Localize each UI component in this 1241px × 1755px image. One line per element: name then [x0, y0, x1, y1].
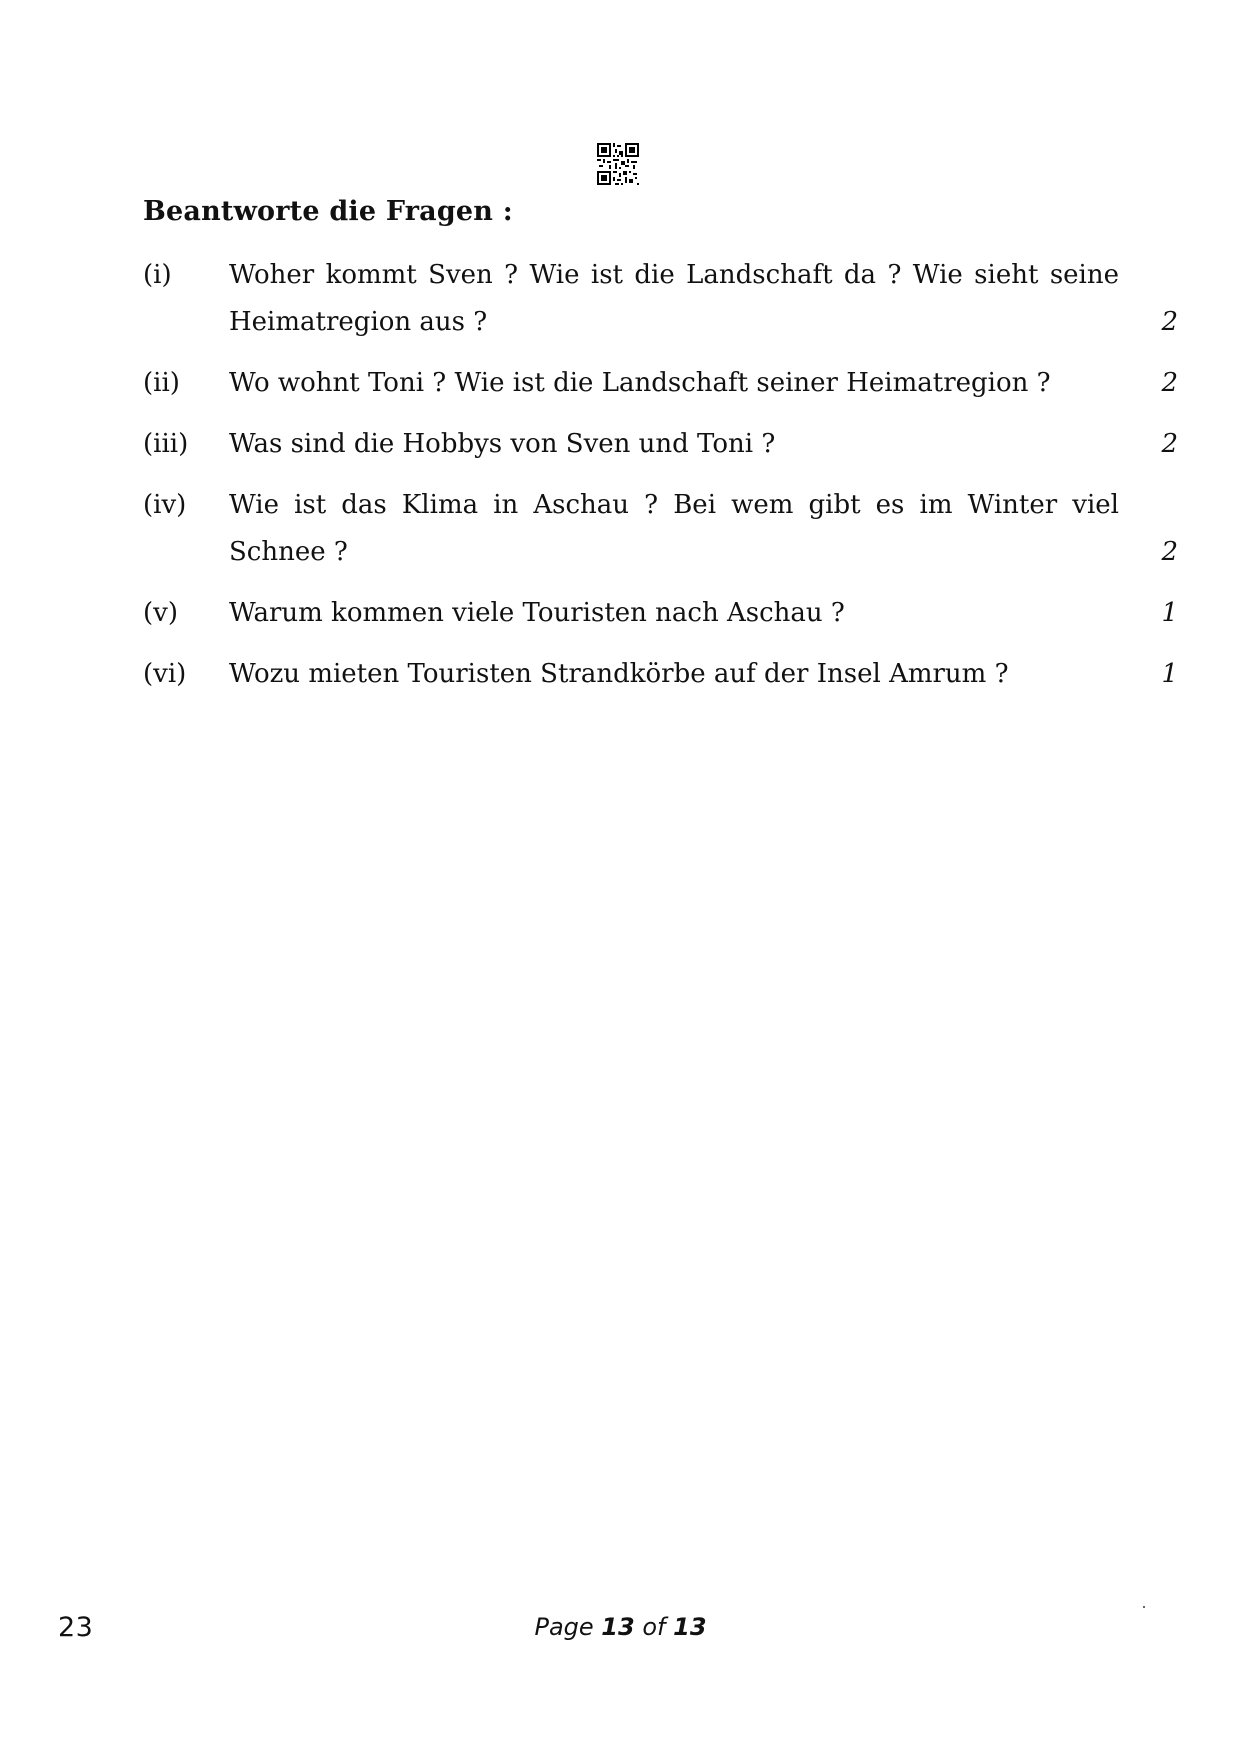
question-text: Wie ist das Klima in Aschau ? Bei wem gibt es im Winter viel Schnee ? [229, 490, 1119, 567]
scan-dot [1143, 1606, 1145, 1608]
question-marks: 1 [1161, 659, 1178, 689]
question-marks: 1 [1161, 598, 1178, 628]
paper-code: 23 [58, 1612, 94, 1643]
page-word: Page [534, 1613, 594, 1641]
question-number: (ii) [143, 368, 180, 398]
question-number: (i) [143, 260, 172, 290]
question-number: (v) [143, 598, 178, 628]
question-item [143, 421, 1178, 468]
question-marks: 2 [1161, 307, 1178, 337]
question-item [143, 651, 1178, 698]
page-indicator [0, 1613, 1241, 1641]
question-item [143, 252, 1178, 346]
question-text: Wo wohnt Toni ? Wie ist die Landschaft seiner Heimatregion ? [229, 368, 1051, 398]
page-total: 13 [673, 1613, 707, 1641]
question-marks: 2 [1161, 368, 1178, 398]
question-marks: 2 [1161, 537, 1178, 567]
question-text: Was sind die Hobbys von Sven und Toni ? [229, 429, 776, 459]
page-of: of [642, 1613, 666, 1641]
section-heading: Beantworte die Fragen : [143, 196, 513, 227]
question-text: Warum kommen viele Touristen nach Aschau ? [229, 598, 845, 628]
qr-code-icon [597, 143, 639, 185]
question-text: Wozu mieten Touristen Strandkörbe auf der Insel Amrum ? [229, 659, 1009, 689]
question-number: (iv) [143, 490, 187, 520]
question-marks: 2 [1161, 429, 1178, 459]
question-number: (iii) [143, 429, 189, 459]
question-item [143, 590, 1178, 637]
question-item [143, 482, 1178, 576]
question-item [143, 360, 1178, 407]
question-text: Woher kommt Sven ? Wie ist die Landschaft da ? Wie sieht seine Heimatregion aus ? [229, 260, 1119, 337]
page-current: 13 [601, 1613, 635, 1641]
question-number: (vi) [143, 659, 187, 689]
question-list [143, 252, 1178, 712]
